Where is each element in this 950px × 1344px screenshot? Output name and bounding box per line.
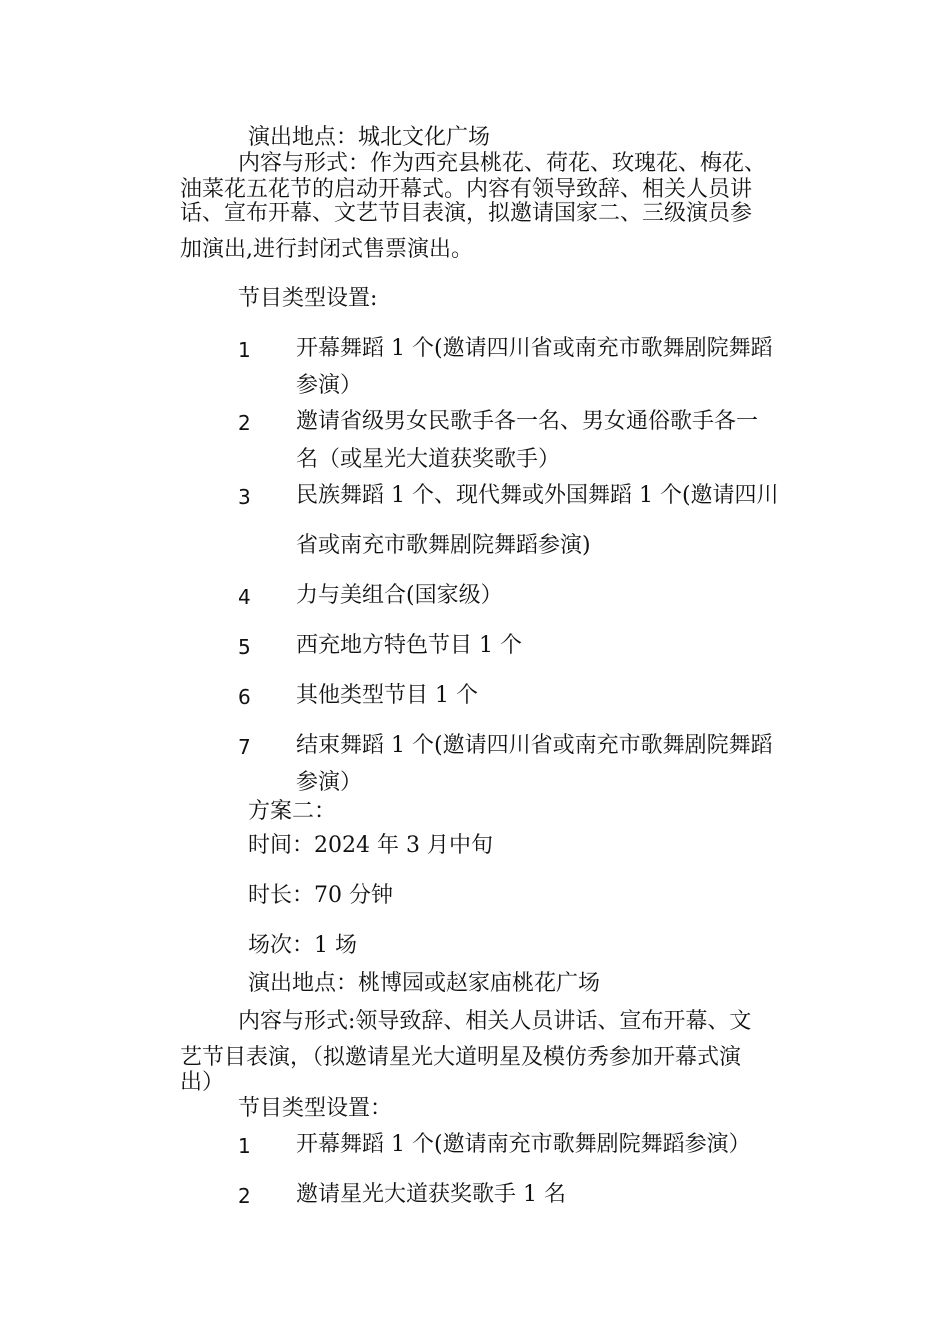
- plan2-sessions: 场次：1 场: [248, 933, 357, 958]
- plan1-venue: 演出地点：城北文化广场: [248, 125, 491, 150]
- program-number: 2: [238, 1184, 251, 1208]
- program-number: 6: [238, 685, 251, 709]
- plan2-content-line-3: 出）: [180, 1070, 225, 1095]
- program-item-line: 力与美组合(国家级）: [296, 583, 503, 608]
- program-number: 3: [238, 485, 251, 509]
- plan1-content-line-2: 油菜花五花节的启动开幕式。内容有领导致辞、相关人员讲: [180, 177, 753, 202]
- program-number: 7: [238, 735, 251, 759]
- plan2-title: 方案二：: [248, 799, 337, 824]
- program-number: 4: [238, 585, 251, 609]
- plan2-venue: 演出地点：桃博园或赵家庙桃花广场: [248, 971, 601, 996]
- plan2-program-heading: 节目类型设置：: [238, 1096, 393, 1121]
- program-item-line: 名（或星光大道获奖歌手）: [296, 447, 561, 472]
- program-number: 5: [238, 635, 251, 659]
- program-item-line: 省或南充市歌舞剧院舞蹈参演): [296, 533, 591, 558]
- plan2-time: 时间：2024 年 3 月中旬: [248, 833, 493, 858]
- program-item-line: 开幕舞蹈 1 个(邀请南充市歌舞剧院舞蹈参演）: [296, 1132, 751, 1157]
- plan1-content-line-4: 加演出,进行封闭式售票演出。: [180, 237, 473, 262]
- plan1-content-line-3: 话、宣布开幕、文艺节目表演，拟邀请国家二、三级演员参: [180, 201, 753, 226]
- plan2-content-line-1: 内容与形式:领导致辞、相关人员讲话、宣布开幕、文: [238, 1009, 752, 1034]
- plan2-content-line-2: 艺节目表演，（拟邀请星光大道明星及模仿秀参加开幕式演: [180, 1045, 742, 1070]
- program-item-line: 结束舞蹈 1 个(邀请四川省或南充市歌舞剧院舞蹈: [296, 733, 773, 758]
- plan2-duration: 时长：70 分钟: [248, 883, 393, 908]
- program-item-line: 参演）: [296, 373, 363, 398]
- program-item-line: 邀请省级男女民歌手各一名、男女通俗歌手各一: [296, 409, 759, 434]
- program-item-line: 参演）: [296, 770, 363, 795]
- program-item-line: 西充地方特色节目 1 个: [296, 633, 522, 658]
- program-number: 1: [238, 338, 251, 362]
- plan1-content-line-1: 内容与形式：作为西充县桃花、荷花、玫瑰花、梅花、: [238, 151, 767, 176]
- program-item-line: 民族舞蹈 1 个、现代舞或外国舞蹈 1 个(邀请四川: [296, 483, 779, 508]
- plan1-program-heading: 节目类型设置:: [238, 286, 378, 311]
- program-item-line: 其他类型节目 1 个: [296, 683, 478, 708]
- program-number: 1: [238, 1134, 251, 1158]
- program-item-line: 开幕舞蹈 1 个(邀请四川省或南充市歌舞剧院舞蹈: [296, 336, 773, 361]
- program-number: 2: [238, 411, 251, 435]
- program-item-line: 邀请星光大道获奖歌手 1 名: [296, 1182, 566, 1207]
